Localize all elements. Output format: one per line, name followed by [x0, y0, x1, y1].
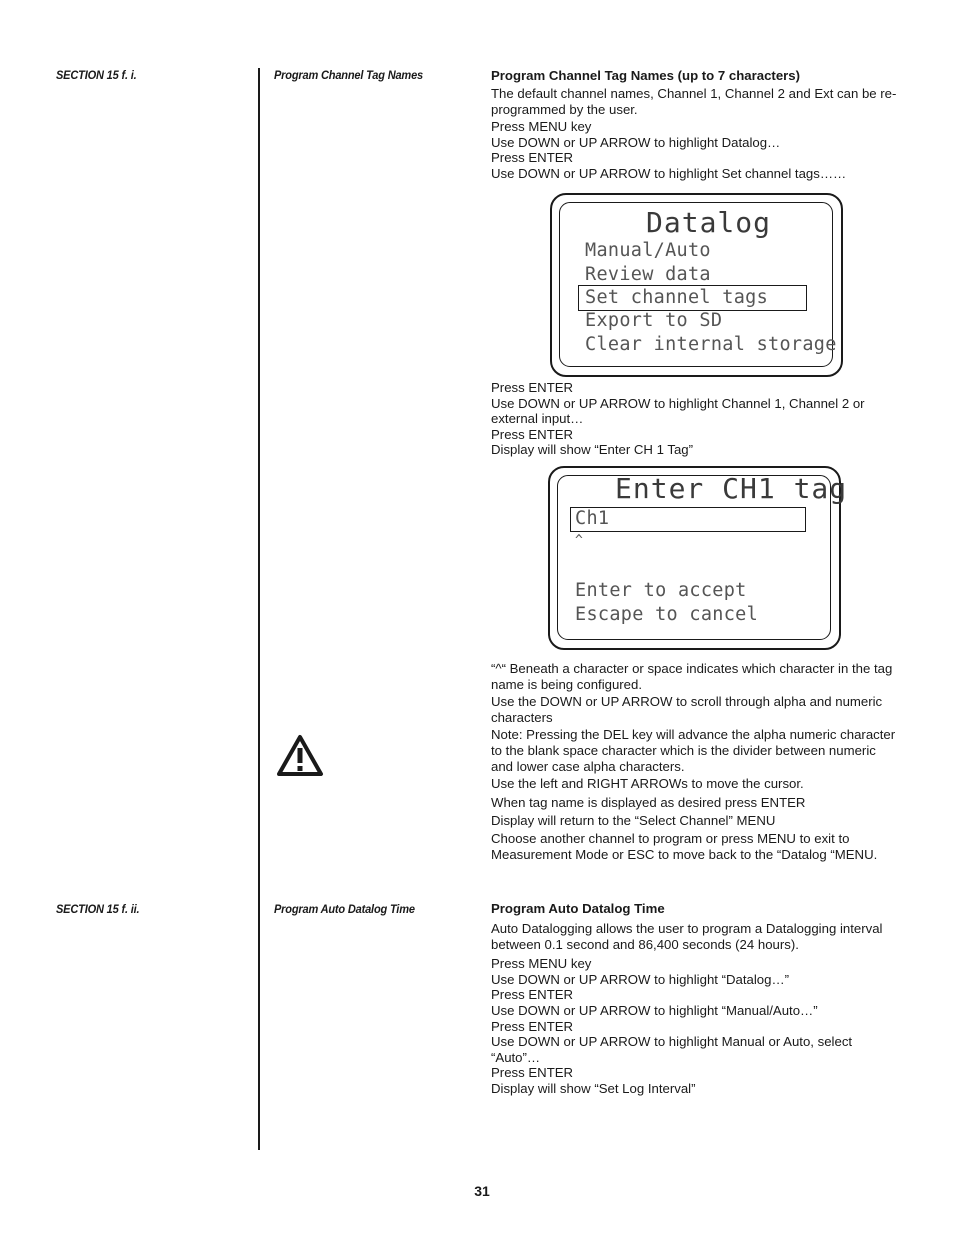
step: Use DOWN or UP ARROW to highlight “Datalog…” — [491, 971, 790, 987]
paragraph: Choose another channel to program or press MENU to exit to Measurement Mode or ESC to move back to the “Datalog “MENU. — [491, 830, 878, 862]
paragraph: Use the left and RIGHT ARROWs to move the cursor. — [491, 776, 804, 792]
step: Press ENTER — [491, 426, 574, 442]
paragraph: “^“ Beneath a character or space indicates which character in the tag name is being configured. — [491, 661, 893, 692]
step: Press ENTER — [491, 987, 574, 1003]
step: Use DOWN or UP ARROW to highlight Datalog… — [491, 134, 781, 150]
lcd-datalog-title: Datalog — [646, 206, 772, 239]
section1-content — [491, 68, 899, 182]
paragraph: Display will return to the “Select Channel” MENU — [491, 813, 776, 829]
paragraph: When tag name is displayed as desired press ENTER — [491, 794, 806, 810]
paragraph: Use the DOWN or UP ARROW to scroll through alpha and numeric characters — [491, 694, 883, 725]
section1-notes — [491, 661, 899, 862]
step: Press MENU key — [491, 956, 592, 972]
step: Use DOWN or UP ARROW to highlight Manual or Auto, select “Auto”… — [491, 1034, 853, 1065]
lcd-enter-tag-title: Enter CH1 tag — [615, 472, 848, 505]
step: Use DOWN or UP ARROW to highlight Channel 1, Channel 2 or external input… — [491, 395, 865, 427]
lcd-menu-item: Export to SD — [585, 310, 723, 331]
section2-content — [491, 901, 899, 1097]
step: Press MENU key — [491, 119, 592, 135]
step: Press ENTER — [491, 380, 574, 395]
section-label-2: SECTION 15 f. ii. — [56, 902, 140, 916]
lcd-cancel-line: Escape to cancel — [575, 604, 759, 625]
lcd-menu-item: Manual/Auto — [585, 240, 711, 261]
lcd-menu-item: Review data — [585, 264, 711, 285]
step: Press ENTER — [491, 150, 574, 166]
lcd-menu-item-selected: Set channel tags — [585, 287, 769, 308]
section2-heading: Program Auto Datalog Time — [491, 901, 665, 916]
step: Display will show “Enter CH 1 Tag” — [491, 442, 694, 458]
step: Display will show “Set Log Interval” — [491, 1080, 696, 1096]
section1-heading: Program Channel Tag Names (up to 7 characters) — [491, 68, 801, 83]
paragraph: Note: Pressing the DEL key will advance the alpha numeric character to the blank space character which is the divider between numeric and lower case alpha characters. — [491, 727, 896, 774]
column-divider — [258, 68, 260, 1150]
step: Press ENTER — [491, 1065, 574, 1081]
lcd-menu-item: Clear internal storage — [585, 334, 837, 355]
section-subtitle-1: Program Channel Tag Names — [274, 68, 423, 82]
section-subtitle-2: Program Auto Datalog Time — [274, 902, 415, 916]
lcd-tag-field: Ch1 — [575, 508, 610, 529]
step: Use DOWN or UP ARROW to highlight Set channel tags…… — [491, 165, 847, 181]
section1-intro: The default channel names, Channel 1, Channel 2 and Ext can be re-programmed by the user. — [491, 86, 897, 117]
section2-intro: Auto Datalogging allows the user to program a Datalogging interval between 0.1 second and 86,400 seconds (24 hours). — [491, 921, 883, 952]
section1-steps-b — [491, 380, 899, 458]
page-number: 31 — [474, 1183, 490, 1199]
warning-icon — [276, 734, 324, 778]
step: Press ENTER — [491, 1018, 574, 1034]
lcd-caret: ^ — [575, 533, 583, 548]
section-label-1: SECTION 15 f. i. — [56, 68, 137, 82]
lcd-accept-line: Enter to accept — [575, 580, 747, 601]
step: Use DOWN or UP ARROW to highlight “Manual/Auto…” — [491, 1002, 818, 1018]
